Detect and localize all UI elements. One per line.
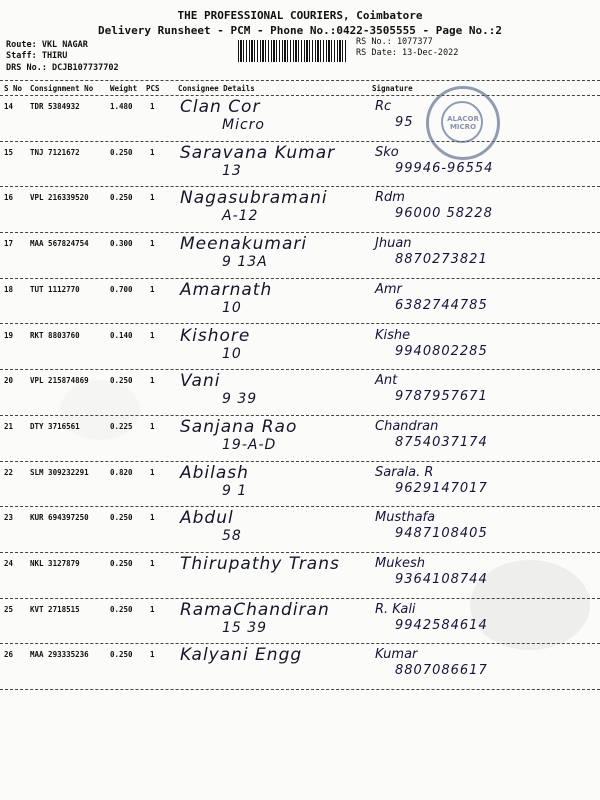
row-weight: 0.700 — [110, 284, 133, 294]
table-row — [0, 369, 600, 416]
row-consignment-no: KUR 694397250 — [30, 513, 89, 523]
consignee-name: Amarnath — [180, 279, 273, 300]
company-title: THE PROFESSIONAL COURIERS, Coimbatore — [177, 9, 423, 22]
row-sno: 14 — [4, 102, 14, 111]
receiver-signature: Kishe — [375, 327, 411, 343]
rs-date: RS Date: 13-Dec-2022 — [356, 48, 459, 58]
row-pcs: 1 — [150, 330, 155, 340]
receiver-signature: Rdm — [375, 190, 405, 206]
row-weight: 0.300 — [110, 239, 133, 249]
row-consignment-no: VPL 216339520 — [30, 193, 89, 203]
row-pcs: 1 — [150, 513, 155, 523]
consignee-name: Abilash — [180, 462, 249, 483]
barcode — [238, 40, 346, 62]
consignee-address: 10 — [222, 345, 242, 362]
receiver-phone: 95 — [395, 115, 414, 130]
route-label: Route: VKL NAGAR — [6, 40, 88, 50]
receiver-phone: 9942584614 — [395, 617, 488, 633]
col-weight: Weight — [110, 84, 138, 93]
row-weight: 0.250 — [110, 513, 133, 523]
row-sno: 22 — [4, 467, 14, 477]
consignee-name: Thirupathy Trans — [180, 554, 340, 574]
consignee-address: 19-A-D — [222, 436, 277, 453]
col-consignee: Consignee Details — [178, 84, 255, 93]
consignee-address: Micro — [222, 117, 265, 133]
consignee-name: Abdul — [180, 508, 234, 529]
runsheet-subtitle: Delivery Runsheet - PCM - Phone No.:0422-3505555 - Page No.:2 — [98, 24, 502, 37]
col-signature: Signature — [372, 84, 413, 93]
consignee-name: Sanjana Rao — [180, 416, 298, 437]
row-consignment-no: SLM 309232291 — [30, 467, 89, 477]
row-consignment-no: MAA 293335236 — [30, 650, 89, 660]
receiver-phone: 99946-96554 — [395, 160, 494, 176]
company-seal-stamp: ALACOR MICRO — [426, 86, 500, 160]
consignee-address: 13 — [222, 162, 242, 179]
table-row — [0, 598, 600, 645]
row-consignment-no: TUT 1112770 — [30, 284, 80, 294]
row-consignment-no: TNJ 7121672 — [30, 147, 80, 157]
receiver-signature: Amr — [375, 281, 402, 297]
receiver-phone: 9487108405 — [395, 526, 488, 542]
row-pcs: 1 — [150, 376, 155, 386]
row-pcs: 1 — [150, 604, 155, 614]
table-row — [0, 232, 600, 279]
receiver-signature: Ant — [375, 373, 398, 389]
row-weight: 0.250 — [110, 193, 133, 203]
consignee-address: 10 — [222, 299, 242, 316]
row-sno: 17 — [4, 239, 14, 249]
rs-number: RS No.: 1077377 — [356, 37, 433, 47]
receiver-signature: Sarala. R — [375, 464, 434, 480]
row-weight: 0.820 — [110, 467, 133, 477]
consignee-address: 9 39 — [222, 391, 258, 408]
row-weight: 0.250 — [110, 604, 133, 614]
row-consignment-no: MAA 567824754 — [30, 239, 89, 249]
row-sno: 24 — [4, 559, 14, 568]
table-row — [0, 324, 600, 371]
receiver-signature: Sko — [375, 144, 399, 160]
receiver-signature: Musthafa — [375, 510, 436, 526]
row-pcs: 1 — [150, 239, 155, 249]
row-sno: 18 — [4, 284, 14, 294]
row-consignment-no: RKT 8803760 — [30, 330, 80, 340]
receiver-phone: 8754037174 — [395, 434, 488, 450]
row-sno: 21 — [4, 421, 14, 431]
consignee-name: Kalyani Engg — [180, 645, 303, 666]
row-weight: 0.250 — [110, 376, 133, 386]
consignee-name: Meenakumari — [180, 234, 308, 255]
consignee-name: Clan Cor — [180, 97, 261, 117]
consignee-name: RamaChandiran — [180, 599, 330, 620]
consignee-name: Kishore — [180, 325, 251, 346]
row-weight: 0.250 — [110, 559, 133, 568]
row-sno: 26 — [4, 650, 14, 660]
consignee-address: A-12 — [222, 208, 259, 225]
table-row — [0, 95, 600, 142]
table-row — [0, 643, 600, 690]
consignee-address: 9 13A — [222, 254, 268, 271]
row-consignment-no: TDR 5384932 — [30, 102, 80, 111]
staff-label: Staff: THIRU — [6, 51, 68, 61]
receiver-phone: 96000 58228 — [395, 206, 493, 222]
table-row — [0, 552, 600, 599]
table-row — [0, 186, 600, 233]
receiver-signature: Chandran — [375, 418, 439, 434]
row-consignment-no: NKL 3127879 — [30, 559, 80, 568]
receiver-phone: 9364108744 — [395, 572, 488, 587]
row-consignment-no: KVT 2718515 — [30, 604, 80, 614]
receiver-phone: 9629147017 — [395, 480, 488, 496]
row-pcs: 1 — [150, 147, 155, 157]
receiver-phone: 9940802285 — [395, 343, 488, 359]
row-pcs: 1 — [150, 467, 155, 477]
col-sno: S No — [4, 84, 23, 93]
consignee-address: 9 1 — [222, 482, 248, 499]
consignee-name: Vani — [180, 371, 221, 392]
row-consignment-no: DTY 3716561 — [30, 421, 80, 431]
receiver-signature: R. Kali — [375, 601, 416, 617]
receiver-phone: 9787957671 — [395, 389, 488, 405]
consignee-name: Nagasubramani — [180, 188, 328, 209]
row-sno: 25 — [4, 604, 14, 614]
row-pcs: 1 — [150, 559, 155, 568]
row-sno: 19 — [4, 330, 14, 340]
row-pcs: 1 — [150, 284, 155, 294]
row-weight: 1.480 — [110, 102, 133, 111]
row-sno: 15 — [4, 147, 14, 157]
row-pcs: 1 — [150, 193, 155, 203]
receiver-signature: Rc — [375, 99, 392, 114]
table-row — [0, 141, 600, 188]
row-pcs: 1 — [150, 102, 155, 111]
consignee-name: Saravana Kumar — [180, 142, 336, 163]
consignee-address: 58 — [222, 528, 242, 545]
table-row — [0, 278, 600, 325]
row-sno: 20 — [4, 376, 14, 386]
row-pcs: 1 — [150, 421, 155, 431]
row-pcs: 1 — [150, 650, 155, 660]
row-sno: 23 — [4, 513, 14, 523]
drs-number: DRS No.: DCJB107737702 — [6, 63, 119, 73]
row-consignment-no: VPL 215874869 — [30, 376, 89, 386]
table-row — [0, 461, 600, 508]
table-row — [0, 415, 600, 462]
table-row — [0, 506, 600, 553]
receiver-signature: Jhuan — [375, 236, 412, 252]
receiver-phone: 6382744785 — [395, 297, 488, 313]
table-header — [0, 80, 600, 96]
row-weight: 0.225 — [110, 421, 133, 431]
receiver-phone: 8870273821 — [395, 252, 488, 268]
receiver-phone: 8807086617 — [395, 663, 488, 679]
col-pcs: PCS — [146, 84, 160, 93]
row-sno: 16 — [4, 193, 14, 203]
receiver-signature: Kumar — [375, 647, 418, 663]
row-weight: 0.250 — [110, 650, 133, 660]
row-weight: 0.140 — [110, 330, 133, 340]
receiver-signature: Mukesh — [375, 556, 425, 571]
row-weight: 0.250 — [110, 147, 133, 157]
consignee-address: 15 39 — [222, 619, 268, 636]
col-consignment: Consignment No — [30, 84, 94, 93]
